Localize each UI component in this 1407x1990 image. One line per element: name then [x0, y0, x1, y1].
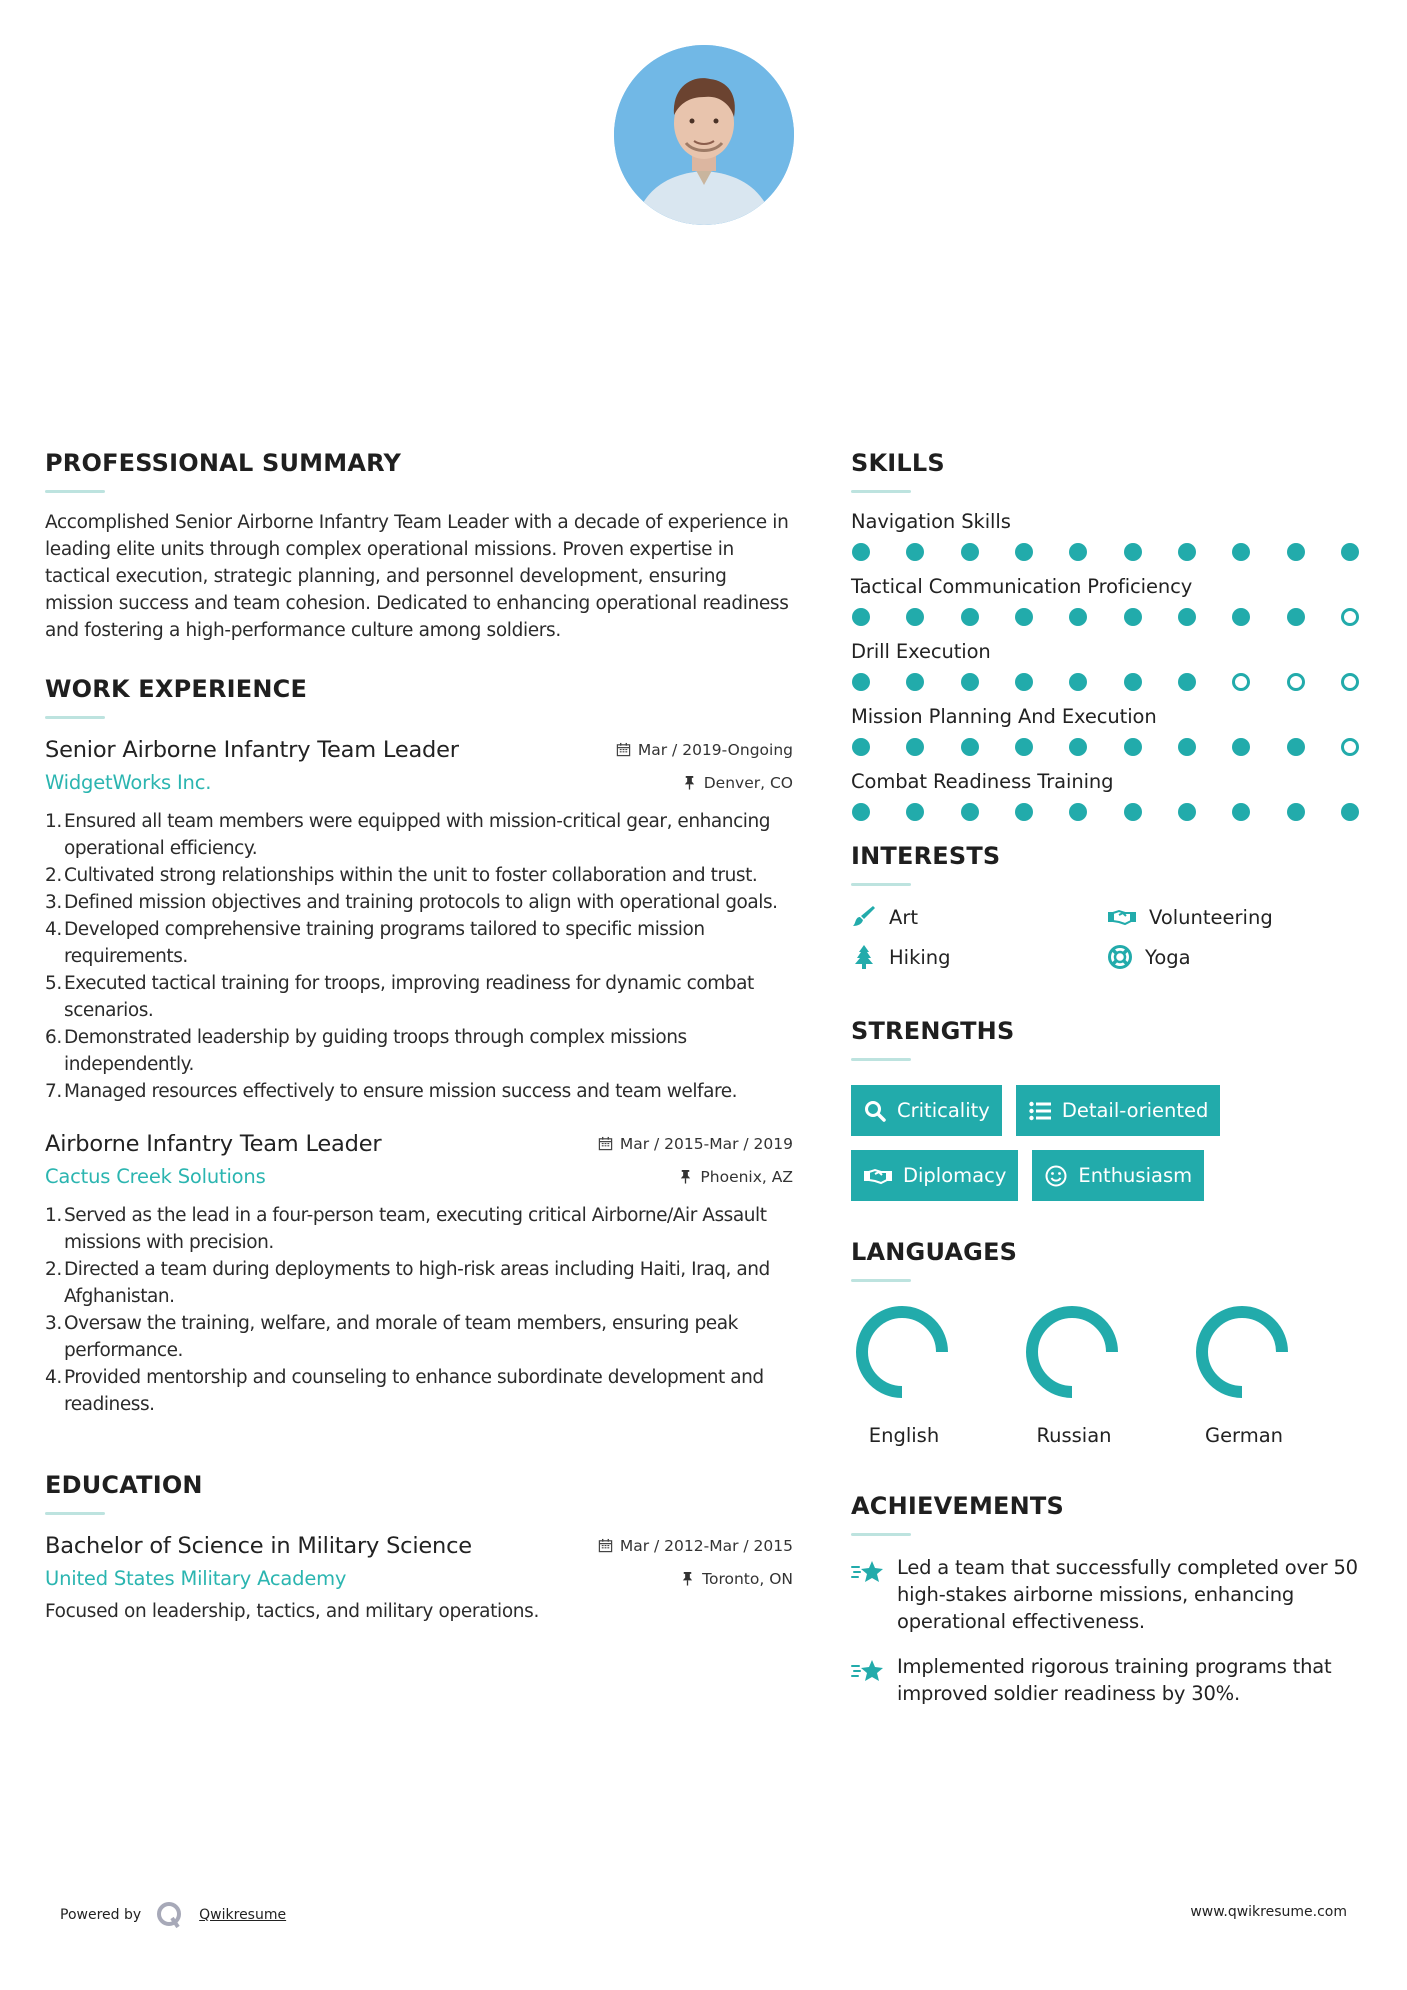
- achievement-item: [851, 1653, 1371, 1707]
- bullet-item: [45, 1256, 793, 1310]
- section-divider: [45, 1512, 105, 1515]
- rating-dot-filled: [1287, 738, 1305, 756]
- bullet-text: Demonstrated leadership by guiding troops through complex missions independently.: [64, 1027, 687, 1075]
- interest-label: Hiking: [889, 945, 951, 969]
- avatar-photo: [614, 45, 794, 225]
- skill-name: Mission Planning And Execution: [851, 705, 1157, 728]
- rating-dot-filled: [1015, 803, 1033, 821]
- language-progress-ring: [854, 1304, 950, 1400]
- rating-dot-filled: [852, 738, 870, 756]
- strength-tag: [1016, 1085, 1221, 1136]
- rating-dot-filled: [961, 608, 979, 626]
- rating-dot-filled: [1069, 803, 1087, 821]
- strength-tag: [1032, 1150, 1204, 1201]
- bullet-number: 1.: [45, 811, 62, 832]
- bullet-item: [45, 862, 793, 889]
- language-item: [1191, 1304, 1361, 1447]
- skill-rating: [851, 673, 1359, 691]
- skill-name: Drill Execution: [851, 640, 991, 663]
- languages-list: [851, 1304, 1371, 1447]
- job-dates-text: Mar / 2019-Ongoing: [637, 740, 793, 759]
- paintbrush-icon: [851, 904, 877, 930]
- bullet-item: [45, 1202, 793, 1256]
- strength-label: Criticality: [897, 1099, 990, 1122]
- tree-icon: [851, 944, 877, 970]
- bullet-text: Served as the lead in a four-person team, executing critical Airborne/Air Assault missions with precision.: [64, 1205, 767, 1253]
- strength-tag: [851, 1085, 1002, 1136]
- rating-dot-filled: [1178, 608, 1196, 626]
- bullet-number: 7.: [45, 1081, 62, 1102]
- strength-tag: [851, 1150, 1018, 1201]
- education-location: [680, 1570, 793, 1588]
- strengths-list: [851, 1085, 1371, 1201]
- language-name: Russian: [1036, 1424, 1112, 1447]
- rating-dot-filled: [961, 803, 979, 821]
- language-progress-ring: [1024, 1304, 1120, 1400]
- rating-dot-filled: [1124, 608, 1142, 626]
- achievements-section: [851, 1491, 1371, 1707]
- rating-dot-filled: [961, 543, 979, 561]
- rating-dot-filled: [961, 738, 979, 756]
- calendar-icon: [598, 1136, 613, 1151]
- bullet-text: Developed comprehensive training programs tailored to specific mission requirements.: [64, 919, 705, 967]
- bullet-number: 6.: [45, 1027, 62, 1048]
- interest-item: [851, 944, 1107, 970]
- left-column: [45, 448, 793, 1625]
- job-dates-text: Mar / 2015-Mar / 2019: [619, 1134, 793, 1153]
- rating-dot-filled: [852, 608, 870, 626]
- rating-dot-empty: [1341, 608, 1359, 626]
- rating-dot-filled: [906, 738, 924, 756]
- achievement-text: Led a team that successfully completed over 50 high-stakes airborne missions, enhancing operational effectiveness.: [897, 1556, 1358, 1633]
- section-divider: [851, 490, 911, 493]
- pin-icon: [680, 1571, 695, 1586]
- rating-dot-filled: [852, 803, 870, 821]
- job-dates: [598, 1135, 793, 1153]
- language-name: English: [868, 1424, 940, 1447]
- rating-dot-empty: [1341, 738, 1359, 756]
- skill-name: Navigation Skills: [851, 510, 1011, 533]
- calendar-icon: [598, 1538, 613, 1553]
- bullet-number: 4.: [45, 1367, 62, 1388]
- calendar-icon: [616, 742, 631, 757]
- section-title-education: EDUCATION: [45, 1471, 203, 1499]
- education-location-text: Toronto, ON: [702, 1569, 793, 1588]
- company-name: Cactus Creek Solutions: [45, 1165, 266, 1188]
- job-dates: [616, 741, 793, 759]
- bullet-number: 2.: [45, 1259, 62, 1280]
- bullet-item: [45, 889, 793, 916]
- achievements-list: [851, 1554, 1371, 1707]
- rating-dot-empty: [1287, 673, 1305, 691]
- bullet-item: [45, 1310, 793, 1364]
- qwikresume-logo-icon: [155, 1900, 185, 1930]
- rating-dot-filled: [852, 673, 870, 691]
- achievement-item: [851, 1554, 1371, 1635]
- rating-dot-filled: [1069, 543, 1087, 561]
- job-location: [678, 1168, 793, 1186]
- education-entry: [45, 1531, 793, 1625]
- bullet-text: Defined mission objectives and training protocols to align with operational goals.: [64, 892, 778, 913]
- section-divider: [45, 490, 105, 493]
- bullet-text: Executed tactical training for troops, improving readiness for dynamic combat scenarios.: [64, 973, 754, 1021]
- rating-dot-filled: [1232, 543, 1250, 561]
- powered-by-label: Powered by: [60, 1907, 142, 1923]
- bullet-number: 5.: [45, 973, 62, 994]
- degree-title: Bachelor of Science in Military Science: [45, 1533, 472, 1559]
- section-divider: [851, 883, 911, 886]
- list-icon: [1028, 1099, 1052, 1123]
- job-bullets: [45, 808, 793, 1105]
- rating-dot-filled: [1069, 608, 1087, 626]
- rating-dot-filled: [1124, 673, 1142, 691]
- rating-dot-filled: [906, 608, 924, 626]
- rating-dot-filled: [1015, 543, 1033, 561]
- section-divider: [851, 1533, 911, 1536]
- language-item: [1021, 1304, 1191, 1447]
- section-title-achievements: ACHIEVEMENTS: [851, 1492, 1064, 1520]
- bullet-number: 3.: [45, 1313, 62, 1334]
- handshake-icon: [863, 1164, 893, 1188]
- section-title-interests: INTERESTS: [851, 842, 1001, 870]
- education-dates: [598, 1537, 793, 1555]
- education-dates-text: Mar / 2012-Mar / 2015: [619, 1536, 793, 1555]
- rating-dot-filled: [1124, 738, 1142, 756]
- rating-dot-filled: [1015, 738, 1033, 756]
- rating-dot-filled: [1287, 543, 1305, 561]
- interests-list: [851, 904, 1371, 970]
- strength-label: Detail-oriented: [1061, 1099, 1209, 1122]
- rating-dot-filled: [906, 673, 924, 691]
- bullet-text: Oversaw the training, welfare, and morale of team members, ensuring peak performance.: [64, 1313, 738, 1361]
- right-column: [851, 448, 1371, 1707]
- skills-section: [851, 448, 1371, 821]
- rating-dot-filled: [906, 543, 924, 561]
- rating-dot-filled: [852, 543, 870, 561]
- job-location-text: Denver, CO: [703, 773, 793, 792]
- lifebuoy-icon: [1107, 944, 1133, 970]
- interest-label: Yoga: [1145, 945, 1191, 969]
- bullet-item: [45, 808, 793, 862]
- smile-icon: [1044, 1164, 1068, 1188]
- rating-dot-filled: [1232, 803, 1250, 821]
- summary-section: [45, 448, 793, 644]
- section-divider: [851, 1058, 911, 1061]
- skill-rating: [851, 738, 1359, 756]
- section-divider: [45, 716, 105, 719]
- job-entry: [45, 735, 793, 1105]
- rating-dot-filled: [1178, 738, 1196, 756]
- work-section: [45, 674, 793, 1418]
- bullet-number: 2.: [45, 865, 62, 886]
- rating-dot-filled: [1341, 543, 1359, 561]
- handshake-icon: [1107, 904, 1137, 930]
- rating-dot-filled: [1341, 803, 1359, 821]
- rating-dot-filled: [1069, 738, 1087, 756]
- rating-dot-filled: [1232, 738, 1250, 756]
- rating-dot-filled: [1287, 608, 1305, 626]
- search-icon: [863, 1099, 887, 1123]
- section-title-work: WORK EXPERIENCE: [45, 675, 308, 703]
- interest-item: [851, 904, 1107, 930]
- interest-label: Volunteering: [1149, 905, 1273, 929]
- strength-label: Diplomacy: [903, 1164, 1007, 1187]
- skills-list: [851, 509, 1371, 821]
- skill-rating: [851, 543, 1359, 561]
- rating-dot-filled: [1124, 543, 1142, 561]
- rating-dot-empty: [1341, 673, 1359, 691]
- pin-icon: [678, 1169, 693, 1184]
- achievement-text: Implemented rigorous training programs that improved soldier readiness by 30%.: [897, 1655, 1332, 1705]
- section-divider: [851, 1279, 911, 1282]
- rating-dot-filled: [1015, 608, 1033, 626]
- rating-dot-filled: [1178, 803, 1196, 821]
- job-entry: [45, 1129, 793, 1418]
- bullet-text: Cultivated strong relationships within the unit to foster collaboration and trust.: [64, 865, 758, 886]
- pin-icon: [682, 775, 697, 790]
- bullet-item: [45, 1364, 793, 1418]
- bullet-text: Provided mentorship and counseling to enhance subordinate development and readiness.: [64, 1367, 764, 1415]
- rating-dot-filled: [1069, 673, 1087, 691]
- summary-text: Accomplished Senior Airborne Infantry Team Leader with a decade of experience in leading elite units through complex operational missions. Proven expertise in tactical execution, strategic planning, and personnel development, ensuring mission success and team cohesion. Dedicated to enhancing operational readiness and fostering a high-performance culture among soldiers.: [45, 512, 789, 641]
- interest-item: [1107, 904, 1363, 930]
- education-description: Focused on leadership, tactics, and military operations.: [45, 1601, 539, 1622]
- language-item: [851, 1304, 1021, 1447]
- skill-rating: [851, 803, 1359, 821]
- footer-powered-by: [60, 1900, 286, 1930]
- education-section: [45, 1470, 793, 1625]
- bullet-item: [45, 970, 793, 1024]
- bullet-text: Ensured all team members were equipped with mission-critical gear, enhancing operational efficiency.: [64, 811, 771, 859]
- bullet-item: [45, 916, 793, 970]
- shooting-star-icon: [851, 1657, 885, 1687]
- footer-website[interactable]: www.qwikresume.com: [1190, 1904, 1347, 1920]
- rating-dot-filled: [1124, 803, 1142, 821]
- strengths-section: [851, 1016, 1371, 1201]
- rating-dot-filled: [1287, 803, 1305, 821]
- interests-section: [851, 841, 1371, 970]
- rating-dot-filled: [961, 673, 979, 691]
- rating-dot-filled: [1178, 543, 1196, 561]
- skill-rating: [851, 608, 1359, 626]
- bullet-text: Managed resources effectively to ensure mission success and team welfare.: [64, 1081, 738, 1102]
- company-name: WidgetWorks Inc.: [45, 771, 212, 794]
- job-title: Senior Airborne Infantry Team Leader: [45, 737, 459, 763]
- section-title-summary: PROFESSIONAL SUMMARY: [45, 449, 402, 477]
- qwikresume-link[interactable]: Qwikresume: [199, 1907, 287, 1923]
- bullet-number: 4.: [45, 919, 62, 940]
- skill-name: Combat Readiness Training: [851, 770, 1114, 793]
- rating-dot-filled: [906, 803, 924, 821]
- rating-dot-filled: [1178, 673, 1196, 691]
- strength-label: Enthusiasm: [1078, 1164, 1193, 1187]
- language-progress-ring: [1194, 1304, 1290, 1400]
- avatar: [614, 45, 794, 225]
- rating-dot-filled: [1232, 608, 1250, 626]
- section-title-languages: LANGUAGES: [851, 1238, 1018, 1266]
- job-location-text: Phoenix, AZ: [700, 1167, 793, 1186]
- languages-section: [851, 1237, 1371, 1447]
- section-title-skills: SKILLS: [851, 449, 945, 477]
- job-bullets: [45, 1202, 793, 1418]
- section-title-strengths: STRENGTHS: [851, 1017, 1015, 1045]
- shooting-star-icon: [851, 1558, 885, 1588]
- job-title: Airborne Infantry Team Leader: [45, 1131, 382, 1157]
- rating-dot-filled: [1015, 673, 1033, 691]
- bullet-number: 3.: [45, 892, 62, 913]
- school-name: United States Military Academy: [45, 1567, 347, 1590]
- bullet-number: 1.: [45, 1205, 62, 1226]
- language-name: German: [1204, 1424, 1284, 1447]
- bullet-item: [45, 1078, 793, 1105]
- interest-label: Art: [889, 905, 919, 929]
- bullet-text: Directed a team during deployments to high-risk areas including Haiti, Iraq, and Afghanistan.: [64, 1259, 770, 1307]
- skill-name: Tactical Communication Proficiency: [851, 575, 1193, 598]
- job-location: [682, 774, 793, 792]
- rating-dot-empty: [1232, 673, 1250, 691]
- bullet-item: [45, 1024, 793, 1078]
- interest-item: [1107, 944, 1363, 970]
